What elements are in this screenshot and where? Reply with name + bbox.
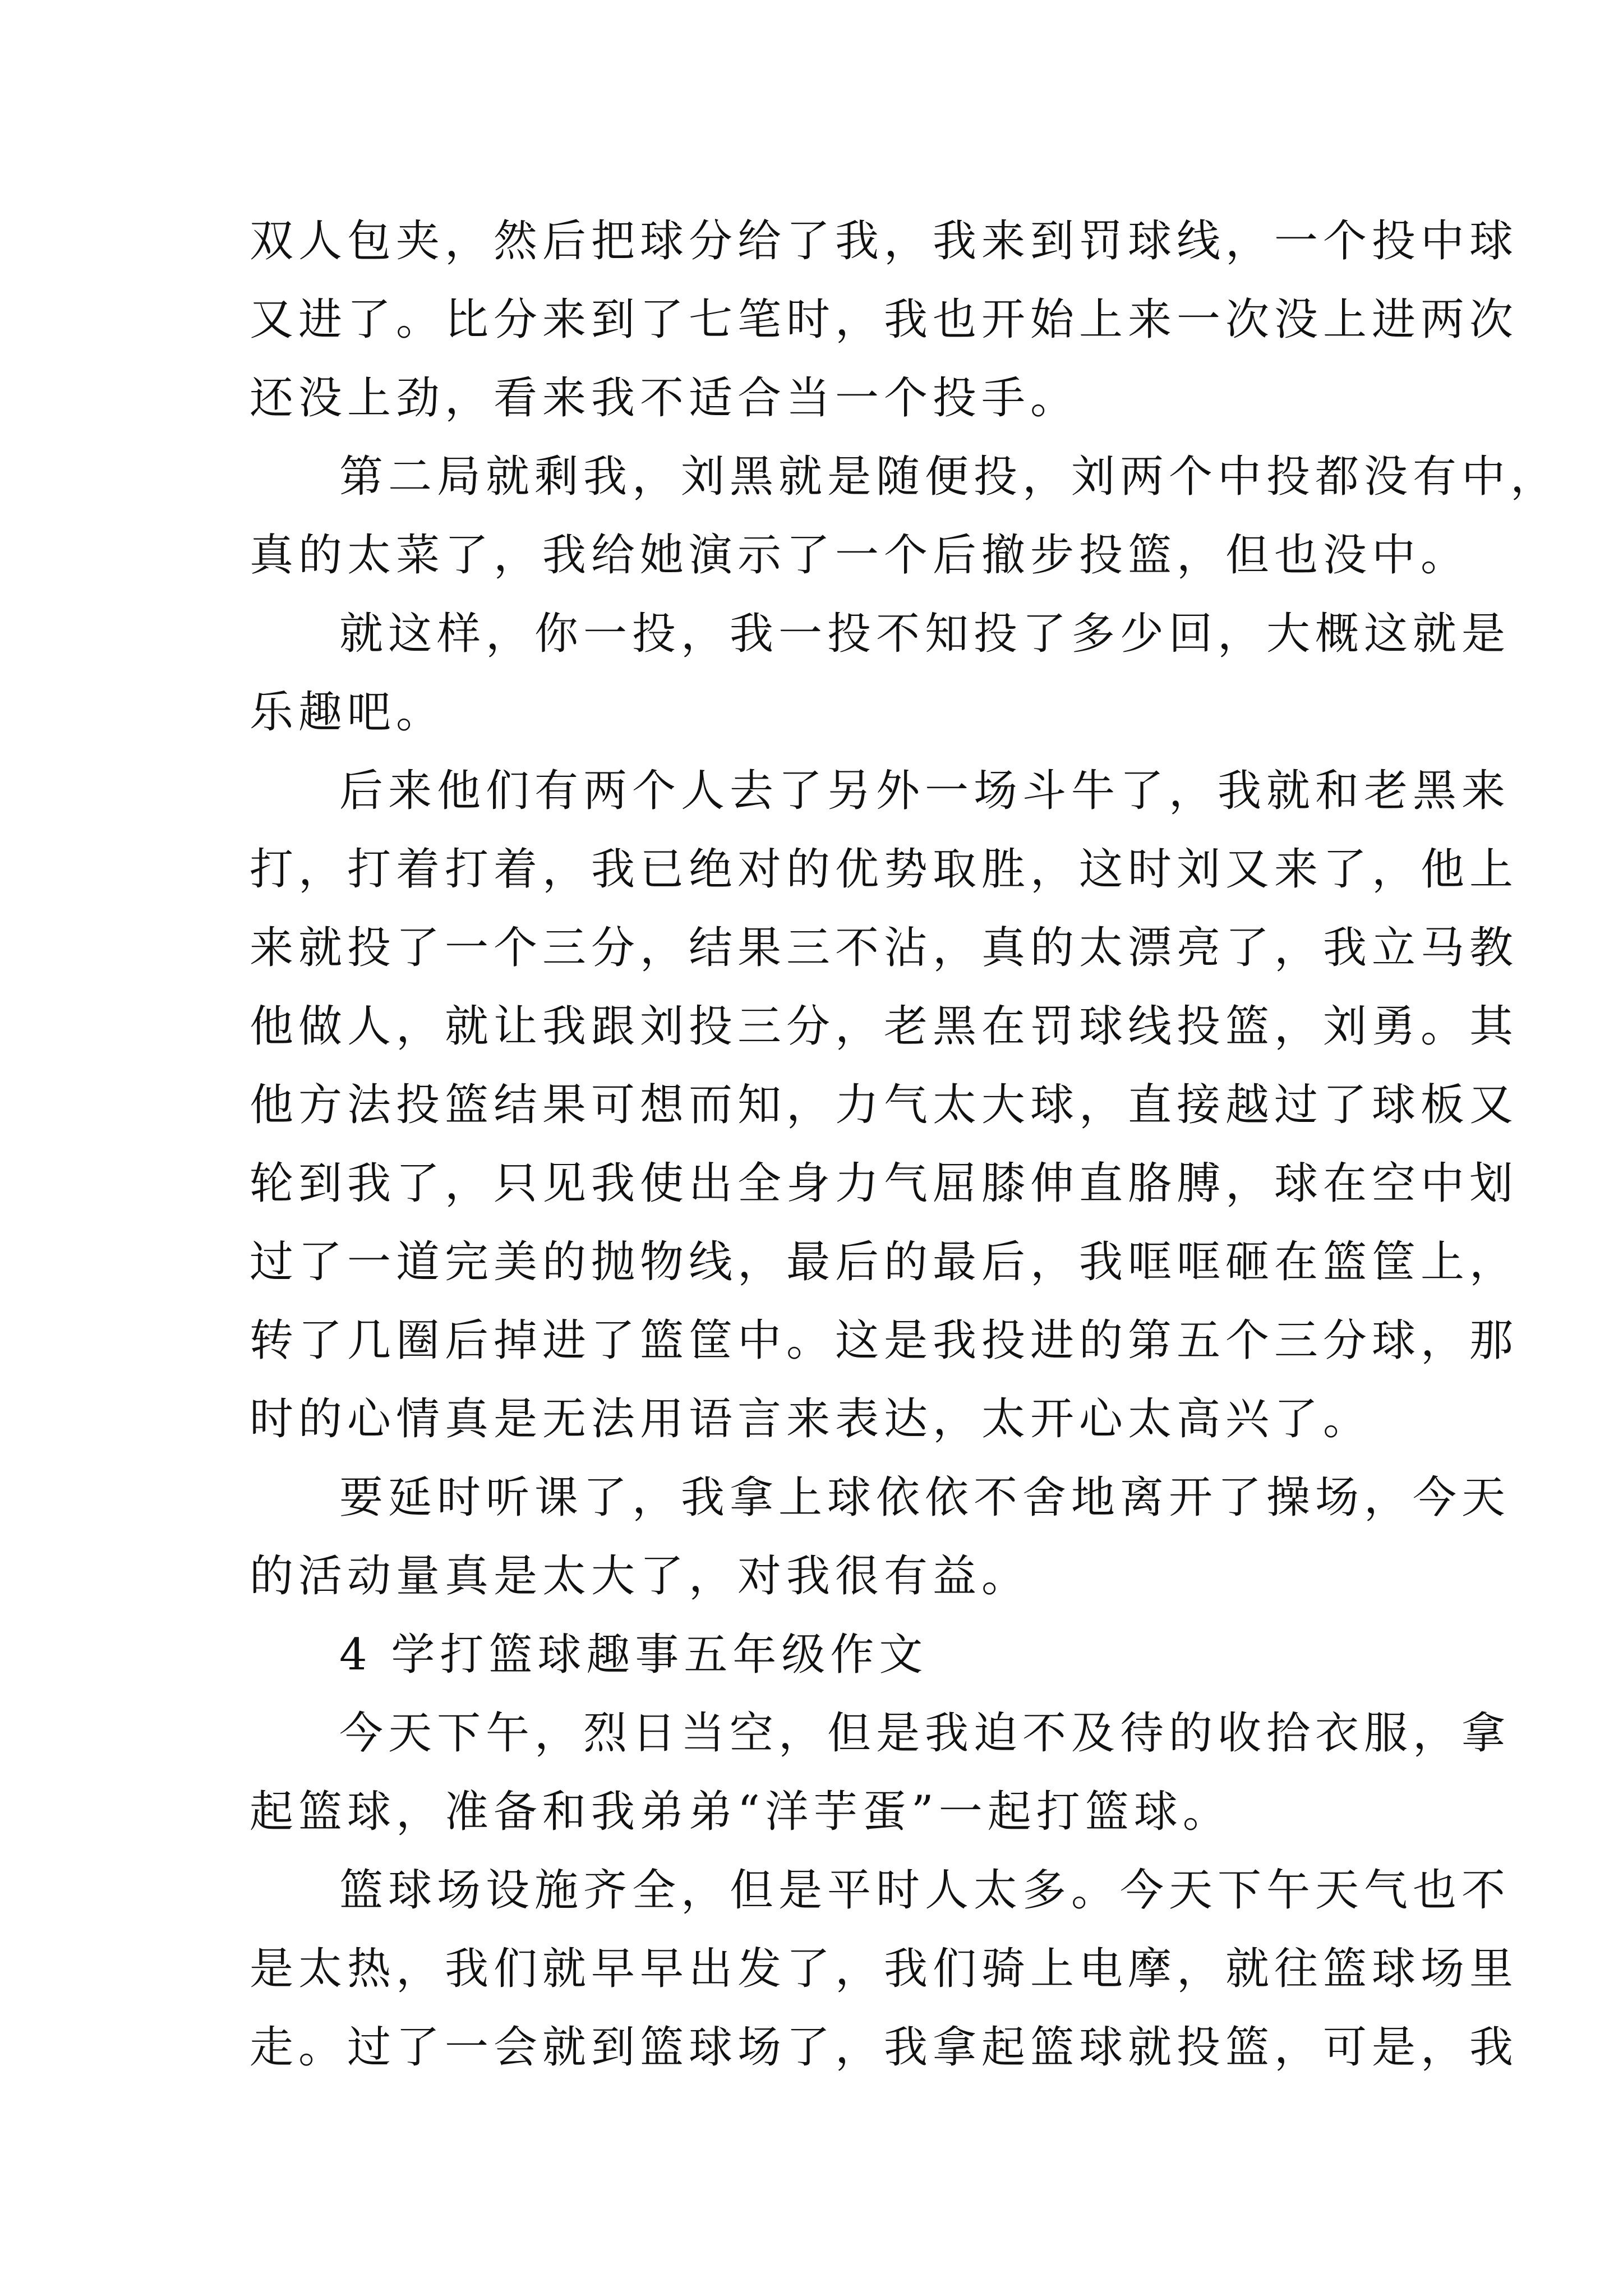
document-body	[250, 202, 1560, 2087]
paragraph-first-line: 就这样，你一投，我一投不知投了多少回，大概这就是	[339, 609, 1511, 659]
text-line: 双人包夹，然后把球分给了我，我来到罚球线，一个投中球	[250, 216, 1519, 266]
paragraph-first-line: 第二局就剩我，刘黑就是随便投，刘两个中投都没有中，	[339, 452, 1560, 502]
text-line: 起篮球，准备和我弟弟“洋芋蛋”一起打篮球。	[250, 1787, 1232, 1837]
text-line: 时的心情真是无法用语言来表达，太开心太高兴了。	[250, 1394, 1372, 1444]
text-line: 又进了。比分来到了七笔时，我也开始上来一次没上进两次	[250, 295, 1519, 345]
paragraph-first-line: 后来他们有两个人去了另外一场斗牛了，我就和老黑来	[339, 766, 1511, 816]
text-line: 的活动量真是太大了，对我很有益。	[250, 1551, 1031, 1602]
section-heading: 4 学打篮球趣事五年级作文	[339, 1630, 928, 1680]
text-line: 走。过了一会就到篮球场了，我拿起篮球就投篮，可是，我	[250, 2022, 1519, 2073]
text-line: 真的太菜了，我给她演示了一个后撤步投篮，但也没中。	[250, 530, 1470, 581]
text-line: 转了几圈后掉进了篮筐中。这是我投进的第五个三分球，那	[250, 1315, 1519, 1366]
text-line: 还没上劲，看来我不适合当一个投手。	[250, 373, 1080, 424]
text-line: 是太热，我们就早早出发了，我们骑上电摩，就往篮球场里	[250, 1944, 1519, 1994]
paragraph-first-line: 篮球场设施齐全，但是平时人太多。今天下午天气也不	[339, 1865, 1511, 1916]
text-line: 他做人，就让我跟刘投三分，老黑在罚球线投篮，刘勇。其	[250, 1001, 1519, 1052]
paragraph-first-line: 要延时听课了，我拿上球依依不舍地离开了操场，今天	[339, 1473, 1511, 1523]
text-line: 他方法投篮结果可想而知，力气太大球，直接越过了球板又	[250, 1080, 1519, 1130]
text-line: 乐趣吧。	[250, 687, 445, 738]
paragraph-first-line: 今天下午，烈日当空，但是我迫不及待的收拾衣服，拿	[339, 1708, 1511, 1759]
text-line: 轮到我了，只见我使出全身力气屈膝伸直胳膊，球在空中划	[250, 1158, 1519, 1209]
text-line: 过了一道完美的抛物线，最后的最后，我哐哐砸在篮筐上，	[250, 1237, 1519, 1287]
text-line: 打，打着打着，我已绝对的优势取胜，这时刘又来了，他上	[250, 844, 1519, 895]
text-line: 来就投了一个三分，结果三不沾，真的太漂亮了，我立马教	[250, 923, 1519, 973]
